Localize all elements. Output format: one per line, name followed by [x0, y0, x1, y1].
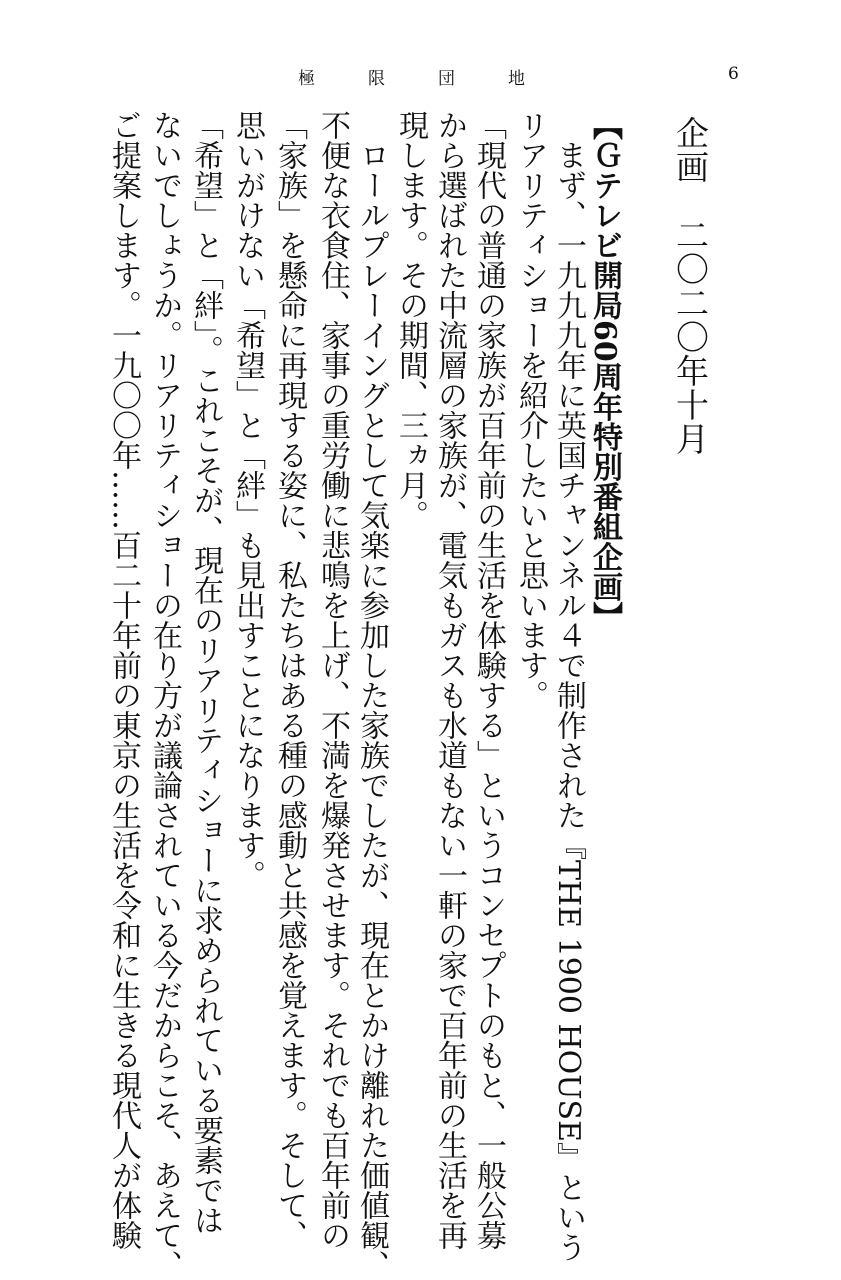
- text-line-8: 「家族」を懸命に再現する姿に、私たちはある種の感動と共感を覚えます。そして、: [272, 110, 307, 1250]
- text-line-10: 「希望」と「絆」。これこそが、現在のリアリティショーに求められている要素では: [188, 110, 223, 1235]
- text-line-1: まず、一九九九年に英国チャンネル４で制作された『THE 1900 HOUSE』という: [551, 140, 586, 1262]
- section-heading: 【Ｇテレビ開局60周年特別番組企画】: [587, 110, 622, 632]
- text-line-7: 不便な衣食住、家事の重労働に悲鳴を上げ、不満を爆発させます。それでも百年前の: [315, 110, 350, 1250]
- text-line-12: ご提案します。一九〇〇年……百二十年前の東京の生活を令和に生きる現代人が体験: [106, 110, 141, 1250]
- text-line-9: 思いがけない「希望」と「絆」も見出すことになります。: [230, 110, 265, 890]
- text-line-11: ないでしょうか。リアリティショーの在り方が議論されている今だからこそ、あえて、: [147, 110, 182, 1280]
- chapter-title: 企画 二〇二〇年十月: [671, 116, 710, 456]
- text-line-2: リアリティショーを紹介したいと思います。: [513, 110, 548, 710]
- page-number: 6: [728, 64, 739, 84]
- text-line-3: 「現代の普通の家族が百年前の生活を体験する」というコンセプトのもと、一般公募: [471, 110, 506, 1250]
- text-line-5: 現します。その期間、三ヵ月。: [393, 110, 428, 530]
- text-line-6: ロールプレーイングとして気楽に参加した家族でしたが、現在とかけ離れた価値観、: [354, 140, 389, 1280]
- running-title: 極 限 団 地: [298, 69, 543, 89]
- text-line-4: から選ばれた中流層の家族が、電気もガスも水道もない一軒の家で百年前の生活を再: [432, 110, 467, 1250]
